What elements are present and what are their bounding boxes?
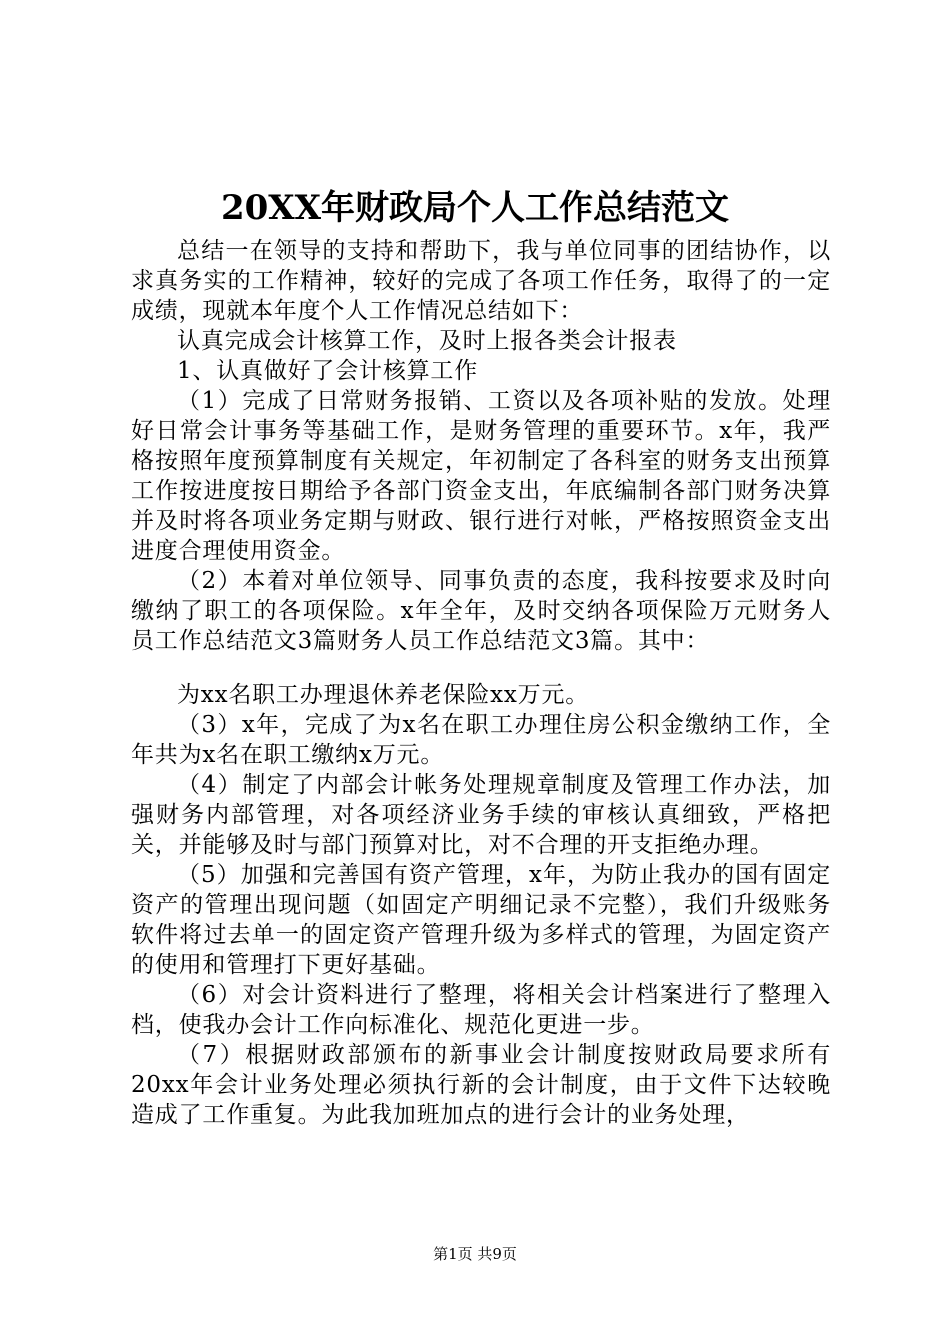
paragraph-item-4: （4）制定了内部会计帐务处理规章制度及管理工作办法，加强财务内部管理，对各项经济业务手续的审核认真细致，严格把关，并能够及时与部门预算对比，对不合理的开支拒绝办理。 [131, 772, 831, 858]
document-body [131, 236, 831, 1130]
paragraph-item-2-detail: 为xx名职工办理退休养老保险xx万元。 [177, 682, 590, 708]
paragraph-subheading-1: 1、认真做好了会计核算工作 [177, 358, 479, 384]
page-number-footer: 第1页 共9页 [433, 1245, 517, 1263]
paragraph-intro: 总结一在领导的支持和帮助下，我与单位同事的团结协作，以求真务实的工作精神，较好的完成了各项工作任务，取得了的一定成绩，现就本年度个人工作情况总结如下： [131, 238, 831, 324]
paragraph-item-1: （1）完成了日常财务报销、工资以及各项补贴的发放。处理好日常会计事务等基础工作，是财务管理的重要环节。x年，我严格按照年度预算制度有关规定，年初制定了各科室的财务支出预算工作按进度按日期给予各部门资金支出，年底编制各部门财务决算并及时将各项业务定期与财政、银行进行对帐，严格按照资金支出进度合理使用资金。 [131, 388, 831, 564]
paragraph-section-heading: 认真完成会计核算工作，及时上报各类会计报表 [177, 328, 677, 354]
paragraph-item-6: （6）对会计资料进行了整理，将相关会计档案进行了整理入档，使我办会计工作向标准化、规范化更进一步。 [131, 982, 831, 1038]
document-title: 20XX年财政局个人工作总结范文 [220, 188, 730, 228]
paragraph-item-5: （5）加强和完善国有资产管理，x年，为防止我办的国有固定资产的管理出现问题（如固定产明细记录不完整），我们升级账务软件将过去单一的固定资产管理升级为多样式的管理，为固定资产的使用和管理打下更好基础。 [131, 862, 831, 978]
paragraph-item-7: （7）根据财政部颁布的新事业会计制度按财政局要求所有20xx年会计业务处理必须执行新的会计制度，由于文件下达较晚造成了工作重复。为此我加班加点的进行会计的业务处理， [131, 1042, 831, 1128]
paragraph-item-3: （3）x年，完成了为x名在职工办理住房公积金缴纳工作，全年共为x名在职工缴纳x万元。 [131, 712, 831, 768]
paragraph-item-2: （2）本着对单位领导、同事负责的态度，我科按要求及时向缴纳了职工的各项保险。x年全年，及时交纳各项保险万元财务人员工作总结范文3篇财务人员工作总结范文3篇。其中： [131, 568, 831, 654]
